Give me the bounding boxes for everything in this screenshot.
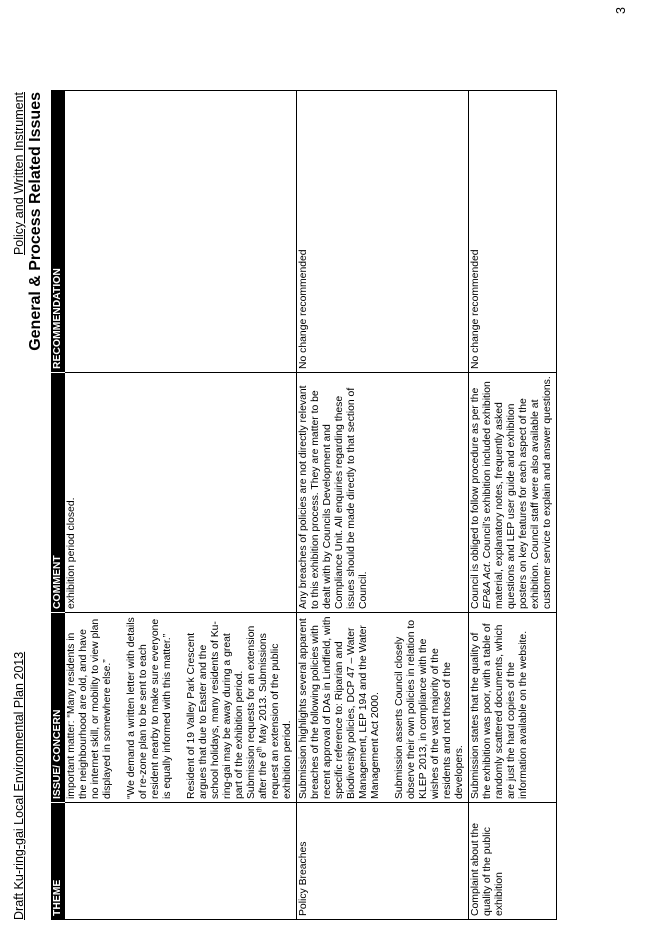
table-row	[65, 91, 297, 920]
issue-text: Resident of 19 Valley Park Crescent argues that due to Easter and the school holidays, many residents of Ku-ring-gai may be away during a great part of the exhibition period. Submission requests for an extension after	[186, 621, 269, 799]
recommendation-cell	[65, 91, 297, 373]
date-superscript: th	[256, 746, 264, 753]
document-title: Draft Ku-ring-gai Local Environmental Plan 2013	[12, 651, 26, 920]
table-row	[469, 91, 557, 920]
recommendation-cell: No change recommended	[469, 91, 557, 373]
issue-paragraph: important matter: “Many residents in the neighbourhood are old, and have no internet skill, or mobility to view plan displayed in somewhere else.”	[66, 618, 113, 799]
issue-paragraph	[186, 616, 294, 799]
theme-cell	[65, 803, 297, 920]
header-issue: ISSUE/ CONCERN	[51, 613, 65, 803]
table-row	[297, 91, 469, 920]
header-recommendation: RECOMMENDATION	[51, 91, 65, 373]
policy-title: Policy and Written Instrument	[12, 92, 26, 256]
theme-cell: Policy Breaches	[297, 803, 469, 920]
comment-text: . Council’s exhibition included exhibition material, explanatory notes, frequently asked questions and LEP user guide and exhibition posters on key features for each aspect of the exhibition. Council staff were also available at customer service to explain and answer questions.	[482, 376, 553, 609]
header-theme: THEME	[51, 803, 65, 920]
issue-cell	[469, 613, 557, 803]
issue-paragraph: Submission asserts Council closely observe their own policies in relation to KLEP 2013, in compliance with the wishes of the vast majority of the residents and not those of the developers.	[394, 619, 465, 799]
comment-cell	[469, 373, 557, 613]
comment-cell: Any breaches of policies are not directly relevant to this exhibition process. They are matter to be dealt with by Councils Development and Compliance Unit. All enquiries regarding these issues should be made directly to that section of Council.	[297, 373, 469, 613]
issue-paragraph: “We demand a written letter with details of re-zone plan to be sent to each resident nearby to make sure everyone is equally informed with this matter.”	[126, 617, 173, 799]
issue-paragraph: Submission highlights several apparent breaches of the following policies with recent approval of DAs in Lindfield, with specific reference to: Riparian and Biodiversity policies, DCP 47 – Water Management, LEP 194 and the Water Management Act 2000.	[298, 616, 381, 799]
issues-table	[51, 90, 557, 920]
comment-text: Council is obliged to follow procedure as per the	[470, 387, 481, 609]
comment-cell: exhibition period closed.	[65, 373, 297, 613]
recommendation-cell: No change recommended	[297, 91, 469, 373]
page-number: 3	[614, 7, 628, 14]
issue-text: May 2013. Submissions request an extension of the public exhibition period.	[258, 633, 293, 799]
section-title: General & Process Related Issues	[27, 92, 44, 351]
header-comment: COMMENT	[51, 373, 65, 613]
issue-cell	[65, 613, 297, 803]
issue-cell	[297, 613, 469, 803]
theme-cell: Complaint about the quality of the public exhibition	[469, 803, 557, 920]
table-header-row	[51, 91, 65, 920]
issue-paragraph: Submission states that the quality of the exhibition was poor, with a table of randomly scattered documents, which are just the hard copies of the information available on the website.	[470, 623, 529, 799]
date-prefix: the 6	[258, 752, 269, 776]
act-name: EP&A Act	[482, 564, 493, 609]
